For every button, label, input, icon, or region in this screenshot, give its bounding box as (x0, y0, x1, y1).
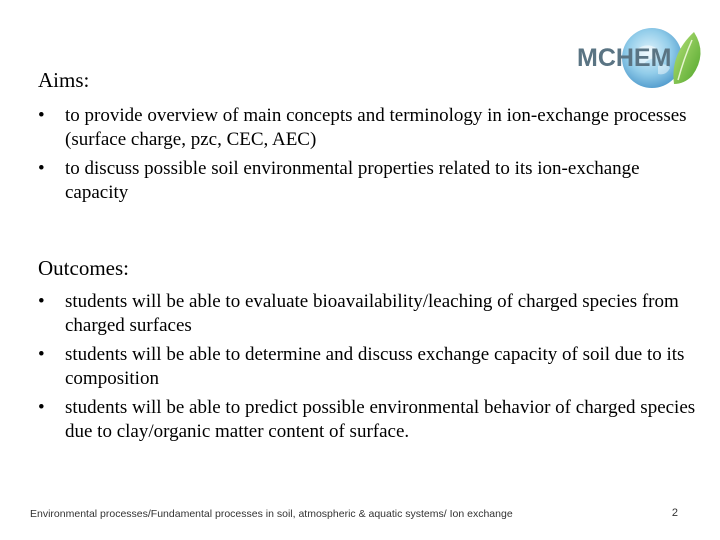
bullet-icon: • (38, 344, 45, 365)
outcomes-item-text: students will be able to determine and discuss exchange capacity of soil due to its composition (65, 344, 685, 389)
list-item (38, 104, 698, 152)
outcomes-list (38, 290, 698, 449)
bullet-icon: • (38, 158, 45, 179)
aims-item-text: to provide overview of main concepts and terminology in ion-exchange processes (surface charge, pzc, CEC, AEC) (65, 105, 687, 150)
globe-leaf-icon (574, 14, 714, 94)
bullet-icon: • (38, 291, 45, 312)
list-item (38, 396, 698, 444)
aims-list (38, 104, 698, 210)
logo-text: MCHEM (577, 44, 672, 72)
aims-item-text: to discuss possible soil environmental properties related to its ion-exchange capacity (65, 158, 640, 203)
bullet-icon: • (38, 105, 45, 126)
aims-heading: Aims: (38, 68, 90, 92)
list-item (38, 290, 698, 338)
list-item (38, 157, 698, 205)
mchem-logo (574, 14, 714, 94)
page-number: 2 (671, 507, 678, 519)
bullet-icon: • (38, 397, 45, 418)
outcomes-heading: Outcomes: (38, 256, 129, 280)
outcomes-item-text: students will be able to predict possible environmental behavior of charged species due to clay/organic matter content of surface. (65, 397, 696, 442)
footer-text: Environmental processes/Fundamental processes in soil, atmospheric & aquatic systems/ Ion exchange (30, 508, 513, 520)
outcomes-item-text: students will be able to evaluate bioavailability/leaching of charged species from charged surfaces (65, 291, 679, 336)
list-item (38, 343, 698, 391)
